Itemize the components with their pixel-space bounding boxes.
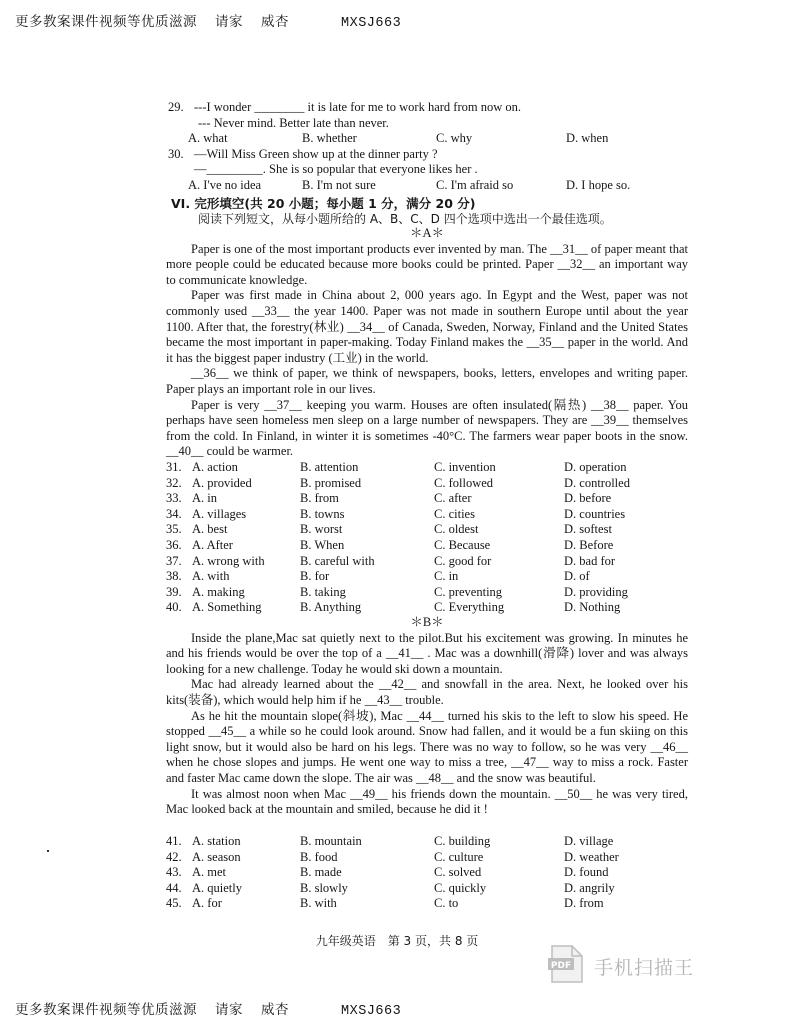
svg-text:PDF: PDF <box>550 961 572 971</box>
question-number: 35. <box>166 522 182 537</box>
option-row <box>166 850 688 866</box>
option-d: D. village <box>564 834 614 848</box>
option-row <box>166 554 688 570</box>
option-d: D. I hope so. <box>566 177 631 192</box>
option-a: A. wrong with <box>192 553 265 568</box>
passage-paragraph: __36__ we think of paper, we think of newspapers, books, letters, envelopes and writing paper. Paper plays an important role in our lives. <box>166 366 688 396</box>
option-d: D. operation <box>564 460 627 474</box>
section-title: VI. 完形填空(共 20 小题；每小题 1 分，满分 20 分) <box>171 196 476 211</box>
option-a: A. season <box>192 849 241 864</box>
option-d: D. of <box>564 569 590 584</box>
option-d: D. Before <box>564 537 614 552</box>
option-row <box>168 131 690 147</box>
passage-paragraph: Mac had already learned about the __42__ and snowfall in the area. Next, he looked over his kits(装备), which would help him if he __43__ trouble. <box>166 677 688 707</box>
passage-a <box>166 226 688 460</box>
option-d: D. bad for <box>564 553 616 568</box>
option-row <box>166 460 688 476</box>
option-d: D. softest <box>564 522 612 537</box>
option-b: B. Anything <box>300 600 362 615</box>
question-number: 39. <box>166 584 182 599</box>
question-number: 44. <box>166 880 182 895</box>
option-c: C. Because <box>434 537 491 552</box>
question-number: 43. <box>166 865 182 880</box>
option-d: D. providing <box>564 584 628 599</box>
option-b: B. worst <box>300 522 343 537</box>
header-code: MXSJ663 <box>341 16 402 31</box>
option-d: D. found <box>564 865 609 880</box>
passage-paragraph: Paper was first made in China about 2, 000 years ago. In Egypt and the West, paper was not commonly used __33__ the year 1400. Paper was not made in southern Europe until about the year 1100. After that, the forestry(林业) __34__ of Canada, Sweden, Norway, Finland and the United States became the most important in paper-making. Today Finland makes the __35__ paper in the world. And it has the biggest paper industry (工业) in the world. <box>166 288 688 365</box>
header-text: 更多教案课件视频等优质滋源 <box>15 1002 197 1018</box>
option-c: C. in <box>434 569 459 584</box>
option-b: B. food <box>300 849 338 864</box>
question-number: 33. <box>166 491 182 506</box>
option-row <box>166 865 688 881</box>
question-text: --- Never mind. Better late than never. <box>198 115 389 130</box>
option-d: D. angrily <box>564 880 615 895</box>
option-row <box>166 507 688 523</box>
option-a: A. quietly <box>192 880 242 895</box>
passage-paragraph: It was almost noon when Mac __49__ his friends down the mountain. __50__ he was very tired, Mac looked back at the mountain and smiled, because he did it ! <box>166 786 688 817</box>
header-text-2: 请家 <box>215 14 243 30</box>
question-29 <box>168 100 690 194</box>
option-row <box>166 881 688 897</box>
option-row <box>166 538 688 554</box>
option-a: A. After <box>192 537 233 552</box>
passage-title: ＊A＊ <box>409 226 445 240</box>
option-b: B. for <box>300 569 330 584</box>
option-b: B. made <box>300 865 342 880</box>
question-number: 29. <box>168 100 184 114</box>
question-number: 36. <box>166 537 182 552</box>
option-d: D. countries <box>564 506 626 521</box>
option-b: B. taking <box>300 584 346 599</box>
option-d: D. before <box>564 491 612 506</box>
watermark-text: 手机扫描王 <box>594 957 695 979</box>
option-b: B. mountain <box>300 834 362 848</box>
option-b: B. with <box>300 896 337 911</box>
section-instruction: 阅读下列短文，从每小题所给的 A、B、C、D 四个选项中选出一个最佳选项。 <box>198 212 612 226</box>
question-number: 42. <box>166 849 182 864</box>
question-number: 38. <box>166 569 182 584</box>
passage-title: ＊B＊ <box>410 615 444 629</box>
option-c: C. oldest <box>434 522 479 537</box>
page-footer-header <box>15 998 419 1019</box>
header-text-2: 请家 <box>215 1002 243 1018</box>
option-row <box>166 585 688 601</box>
option-d: D. Nothing <box>564 600 621 615</box>
passage-paragraph: Inside the plane,Mac sat quietly next to the pilot.But his excitement was growing. In minutes he and his friends would be over the top of a __41__ . Mac was a downhill(滑降) lover and was always looking for a new challenge. Today he would ski down a mountain. <box>166 630 688 676</box>
option-row <box>166 834 688 850</box>
header-text-3: 威杏 <box>261 1002 289 1018</box>
option-d: D. weather <box>564 849 619 864</box>
option-b: B. promised <box>300 475 362 490</box>
question-text: ---I wonder ________ it is late for me to work hard from now on. <box>194 100 522 114</box>
pdf-icon <box>548 944 586 989</box>
option-a: A. what <box>188 131 228 146</box>
option-b: B. slowly <box>300 880 348 895</box>
header-code: MXSJ663 <box>341 1004 402 1019</box>
question-number: 45. <box>166 896 182 911</box>
question-number: 40. <box>166 600 182 615</box>
option-row <box>168 178 690 194</box>
option-b: B. When <box>300 537 345 552</box>
header-text-3: 威杏 <box>261 14 289 30</box>
option-row <box>166 491 688 507</box>
option-c: C. after <box>434 491 472 506</box>
option-c: C. good for <box>434 553 492 568</box>
question-number: 37. <box>166 553 182 568</box>
option-b: B. I'm not sure <box>302 177 376 192</box>
option-row <box>166 476 688 492</box>
option-a: A. action <box>192 460 238 474</box>
option-b: B. whether <box>302 131 357 146</box>
question-number: 31. <box>166 460 182 474</box>
option-a: A. with <box>192 569 230 584</box>
option-c: C. solved <box>434 865 482 880</box>
passage-paragraph: As he hit the mountain slope(斜坡), Mac __44__ turned his skis to the left to slow his speed. He stopped __45__ a while so he could look around. Snow had fallen, and it would be a fun skiing on this light snow, but it would also be hard on his legs. There was no way to follow, so he was very __46__ when he chose slopes and jumps. He went one way to miss a tree, __47__ way to miss a rock. Faster and faster Mac came down the slope. The air was __48__ and the snow was beautiful. <box>166 708 688 785</box>
scan-speck <box>47 850 49 852</box>
option-c: C. quickly <box>434 880 487 895</box>
option-c: C. cities <box>434 506 475 521</box>
option-a: A. in <box>192 491 217 506</box>
option-c: C. I'm afraid so <box>436 177 514 192</box>
question-number: 34. <box>166 506 182 521</box>
question-text: —Will Miss Green show up at the dinner party ? <box>194 146 438 161</box>
page-footer: 九年级英语 第 3 页，共 8 页 <box>315 934 479 948</box>
page-header <box>15 10 419 31</box>
passage-paragraph: Paper is one of the most important products ever invented by man. The __31__ of paper meant that more people could be educated because more books could be printed. Paper __32__ an important way to communicate knowledge. <box>166 241 688 287</box>
option-d: D. controlled <box>564 475 630 490</box>
option-c: C. invention <box>434 460 496 474</box>
option-row <box>166 600 688 616</box>
option-a: A. met <box>192 865 227 880</box>
option-a: A. for <box>192 896 222 911</box>
option-c: C. preventing <box>434 584 503 599</box>
option-a: A. I've no idea <box>188 177 262 192</box>
question-number: 41. <box>166 834 182 848</box>
scanner-watermark <box>548 944 694 989</box>
header-text: 更多教案课件视频等优质滋源 <box>15 14 197 30</box>
option-a: A. station <box>192 834 241 848</box>
option-row <box>166 569 688 585</box>
option-b: B. attention <box>300 460 359 474</box>
options-a <box>166 460 688 616</box>
option-d: D. when <box>566 131 609 146</box>
question-text: —_________. She is so popular that everyone likes her . <box>194 162 478 177</box>
options-b <box>166 834 688 912</box>
option-d: D. from <box>564 896 604 911</box>
question-number: 30. <box>168 146 184 161</box>
option-b: B. from <box>300 491 339 506</box>
option-c: C. building <box>434 834 491 848</box>
passage-b <box>166 615 688 818</box>
option-b: B. towns <box>300 506 345 521</box>
option-c: C. why <box>436 131 473 146</box>
option-a: A. provided <box>192 475 252 490</box>
option-a: A. Something <box>192 600 262 615</box>
option-c: C. followed <box>434 475 494 490</box>
option-b: B. careful with <box>300 553 375 568</box>
passage-paragraph: Paper is very __37__ keeping you warm. Houses are often insulated(隔热) __38__ paper. You perhaps have seen homeless men sleep on a large number of newspapers. They are __39__ themselves from the cold. In Finland, in winter it is sometimes -40°C. The farmers wear paper boots in the snow. __40__ could be warmer. <box>166 397 688 459</box>
option-row <box>166 522 688 538</box>
option-c: C. Everything <box>434 600 505 615</box>
option-a: A. villages <box>192 506 247 521</box>
option-c: C. culture <box>434 849 484 864</box>
option-a: A. best <box>192 522 228 537</box>
question-number: 32. <box>166 475 182 490</box>
option-a: A. making <box>192 584 245 599</box>
option-c: C. to <box>434 896 459 911</box>
option-row <box>166 896 688 912</box>
